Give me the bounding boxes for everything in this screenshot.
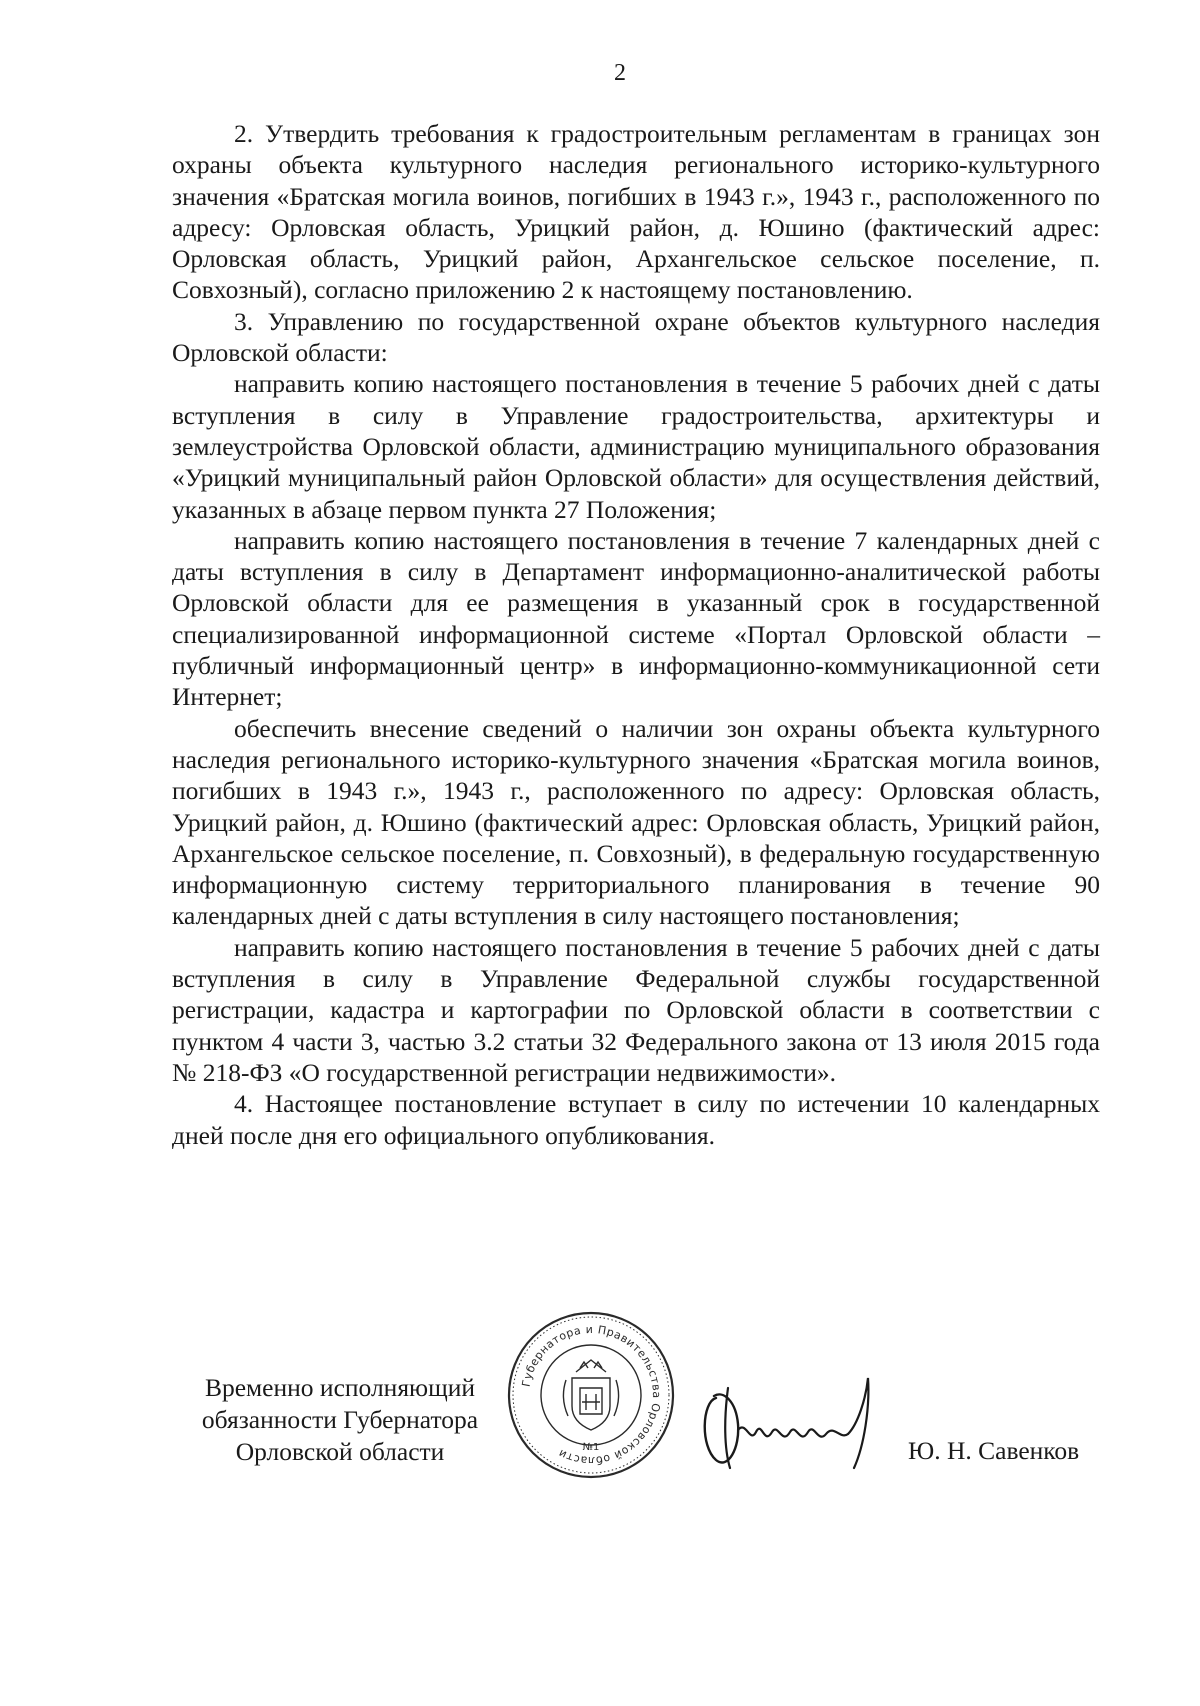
seal-number: №1 [582,1442,600,1453]
signature-block [0,1310,1200,1500]
handwritten-signature [694,1368,894,1476]
page-number: 2 [614,60,626,86]
official-seal-stamp [506,1310,676,1480]
signatory-position-line: обязанности Губернатора [201,1405,479,1434]
paragraph-item-4: 4. Настоящее постановление вступает в силу по истечении 10 календарных дней после дня его официального опубликования. [172,1089,1100,1150]
paragraph-item-3: 3. Управлению по государственной охране объектов культурного наследия Орловской области: [172,306,1100,368]
paragraph-send-copy-7-days: направить копию настоящего постановления в течение 7 календарных дней с даты вступления в силу в Департамент информационно-аналитической работы Орловской области для ее размещения в указанный срок в государственной специализированной информационной системе «Портал Орловской области – публичный информационный центр» в информационно-коммуникационной сети Интернет; [172,525,1100,712]
document-body [172,118,1100,1151]
signatory-position-line: Орловской области [235,1437,445,1466]
paragraph-send-copy-rosreestr: направить копию настоящего постановления в течение 5 рабочих дней с даты вступления в силу в Управление Федеральной службы государственной регистрации, кадастра и картографии по Орловской области в соответствии с пунктом 4 части 3, частью 3.2 статьи 32 Федерального закона от 13 июля 2015 года № 218-ФЗ «О государственной регистрации недвижимости». [172,932,1100,1087]
paragraph-ensure-information: обеспечить внесение сведений о наличии зон охраны объекта культурного наследия регионального историко-культурного значения «Братская могила воинов, погибших в 1943 г.», 1943 г., расположенного по адресу: Орловская область, Урицкий район, д. Юшино (фактический адрес: Орловская область, Урицкий район, Архангельское сельское поселение, п. Совхозный), в федеральную государственную информационную систему территориального планирования в течение 90 календарных дней с даты вступления в силу настоящего постановления; [172,713,1100,931]
signatory-name: Ю. Н. Савенков [908,1436,1080,1465]
paragraph-item-2: 2. Утвердить требования к градостроительным регламентам в границах зон охраны объекта культурного наследия регионального историко-культурного значения «Братская могила воинов, погибших в 1943 г.», 1943 г., расположенного по адресу: Орловская область, Урицкий район, д. Юшино (фактический адрес: Орловская область, Урицкий район, Архангельское сельское поселение, п. Совхозный), согласно приложению 2 к настоящему постановлению. [172,119,1100,305]
signatory-position-line: Временно исполняющий [204,1373,476,1402]
paragraph-send-copy-5-days: направить копию настоящего постановления в течение 5 рабочих дней с даты вступления в силу в Управление градостроительства, архитектуры и землеустройства Орловской области, администрацию муниципального образования «Урицкий муниципальный район Орловской области» для осуществления действий, указанных в абзаце первом пункта 27 Положения; [172,369,1100,524]
seal-ring-text: Губернатора и Правительства Орловской области [519,1322,664,1468]
signatory-position [180,1372,500,1468]
coat-of-arms-icon [563,1360,618,1430]
